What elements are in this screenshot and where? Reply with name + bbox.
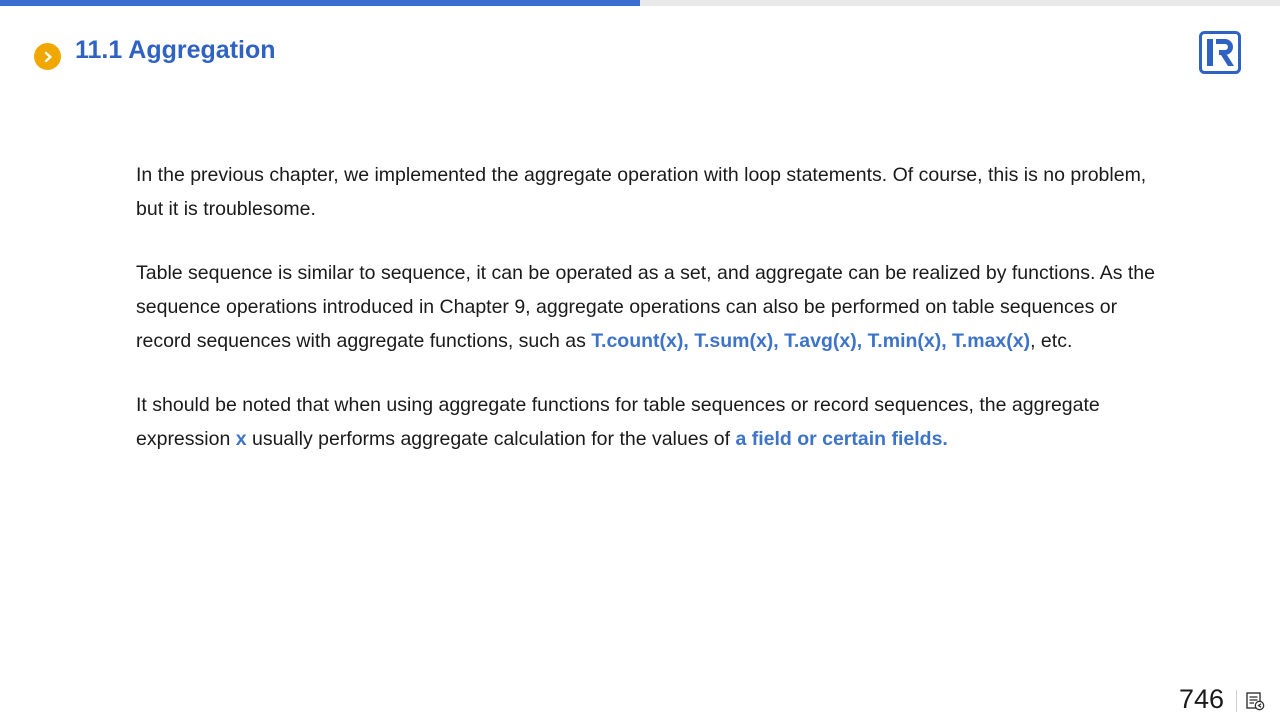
paragraph-table-sequence	[136, 256, 1156, 358]
fields-highlight: a field or certain fields.	[735, 428, 948, 450]
paragraph-text-end: , etc.	[1030, 330, 1073, 352]
paragraph-text: It should be noted that when using aggregate functions for table sequences or record sequences, the aggregate expression	[136, 394, 1100, 450]
progress-track	[0, 0, 1280, 6]
page-title: 11.1 Aggregation	[75, 36, 276, 64]
page-number: 746	[1178, 684, 1224, 714]
paragraph-note	[136, 388, 1156, 456]
slide-content	[136, 158, 1156, 486]
progress-fill	[0, 0, 640, 6]
page-footer	[1160, 680, 1280, 720]
footer-divider	[1236, 690, 1237, 712]
expression-x: x	[235, 428, 247, 450]
paragraph-intro: In the previous chapter, we implemented the aggregate operation with loop statements. Of course, this is no problem, but it is troublesome.	[136, 164, 1147, 220]
notes-icon[interactable]	[1244, 690, 1266, 712]
paragraph-text: Table sequence is similar to sequence, it can be operated as a set, and aggregate can be realized by functions. As the sequence operations introduced in Chapter 9, aggregate operations can also be performed on table sequences or record sequences with aggregate functions, such as	[136, 262, 1155, 352]
brand-logo-icon	[1199, 31, 1241, 74]
paragraph-text-middle: usually performs aggregate calculation for the values of	[246, 428, 736, 450]
function-list: T.count(x), T.sum(x), T.avg(x), T.min(x), T.max(x)	[591, 330, 1031, 352]
chevron-right-icon	[34, 43, 61, 70]
